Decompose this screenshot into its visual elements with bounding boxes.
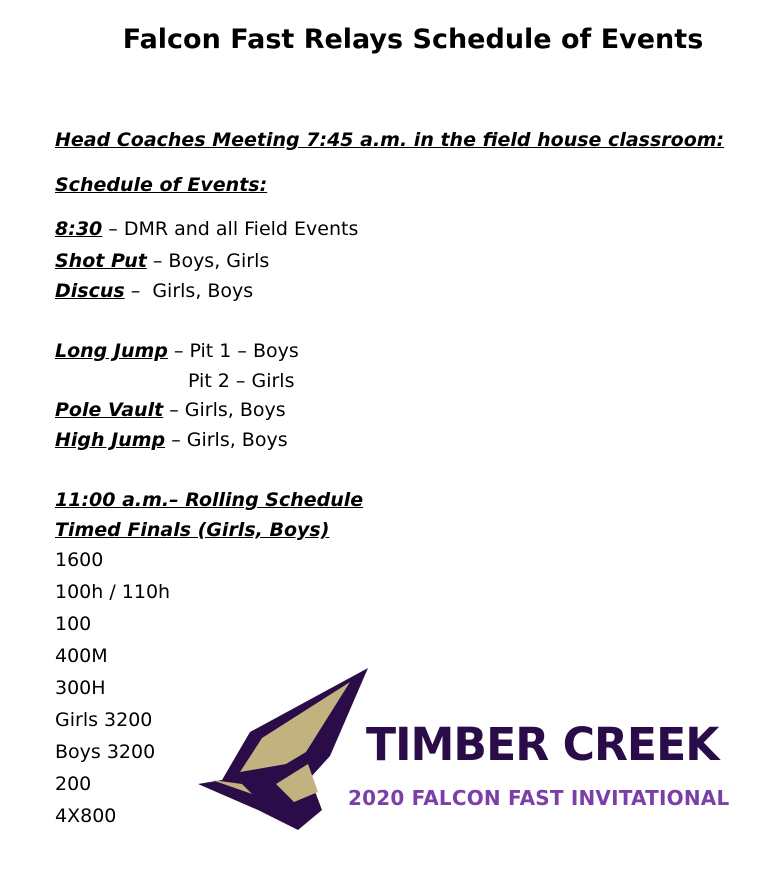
event-hurdles: 100h / 110h xyxy=(55,581,171,603)
timber-creek-logo xyxy=(190,660,750,850)
event-4x800: 4X800 xyxy=(55,805,117,827)
discus-details: – Girls, Boys xyxy=(124,280,254,302)
event-830-details: – DMR and all Field Events xyxy=(102,218,359,240)
event-line-pole-vault xyxy=(55,397,286,423)
event-line-high-jump xyxy=(55,427,288,453)
long-jump-pit2: Pit 2 – Girls xyxy=(188,370,295,392)
event-400m: 400M xyxy=(55,645,108,667)
event-100: 100 xyxy=(55,613,92,635)
falcon-mascot-icon xyxy=(190,660,370,840)
logo-subtitle: 2020 FALCON FAST INVITATIONAL xyxy=(348,786,730,810)
timed-finals-heading: Timed Finals (Girls, Boys) xyxy=(55,519,330,541)
page-title: Falcon Fast Relays Schedule of Events xyxy=(122,24,704,55)
time-830: 8:30 xyxy=(55,218,103,240)
event-line-long-jump xyxy=(55,338,299,364)
logo-title: TIMBER CREEK xyxy=(366,718,719,771)
schedule-heading: Schedule of Events: xyxy=(55,174,268,196)
long-jump-label: Long Jump xyxy=(55,340,168,362)
pole-vault-details: – Girls, Boys xyxy=(163,399,286,421)
high-jump-label: High Jump xyxy=(55,429,166,451)
high-jump-details: – Girls, Boys xyxy=(165,429,288,451)
event-line-830 xyxy=(55,216,358,242)
event-200: 200 xyxy=(55,773,92,795)
long-jump-details: – Pit 1 – Boys xyxy=(167,340,299,362)
discus-label: Discus xyxy=(55,280,125,302)
meeting-notice: Head Coaches Meeting 7:45 a.m. in the field house classroom: xyxy=(55,129,725,151)
event-boys-3200: Boys 3200 xyxy=(55,741,156,763)
event-girls-3200: Girls 3200 xyxy=(55,709,153,731)
shot-put-details: – Boys, Girls xyxy=(146,250,270,272)
event-line-shot-put xyxy=(55,248,269,274)
event-1600: 1600 xyxy=(55,549,104,571)
rolling-heading: 11:00 a.m.– Rolling Schedule xyxy=(55,489,364,511)
event-line-discus xyxy=(55,278,253,304)
event-300h: 300H xyxy=(55,677,106,699)
shot-put-label: Shot Put xyxy=(55,250,147,272)
pole-vault-label: Pole Vault xyxy=(55,399,164,421)
